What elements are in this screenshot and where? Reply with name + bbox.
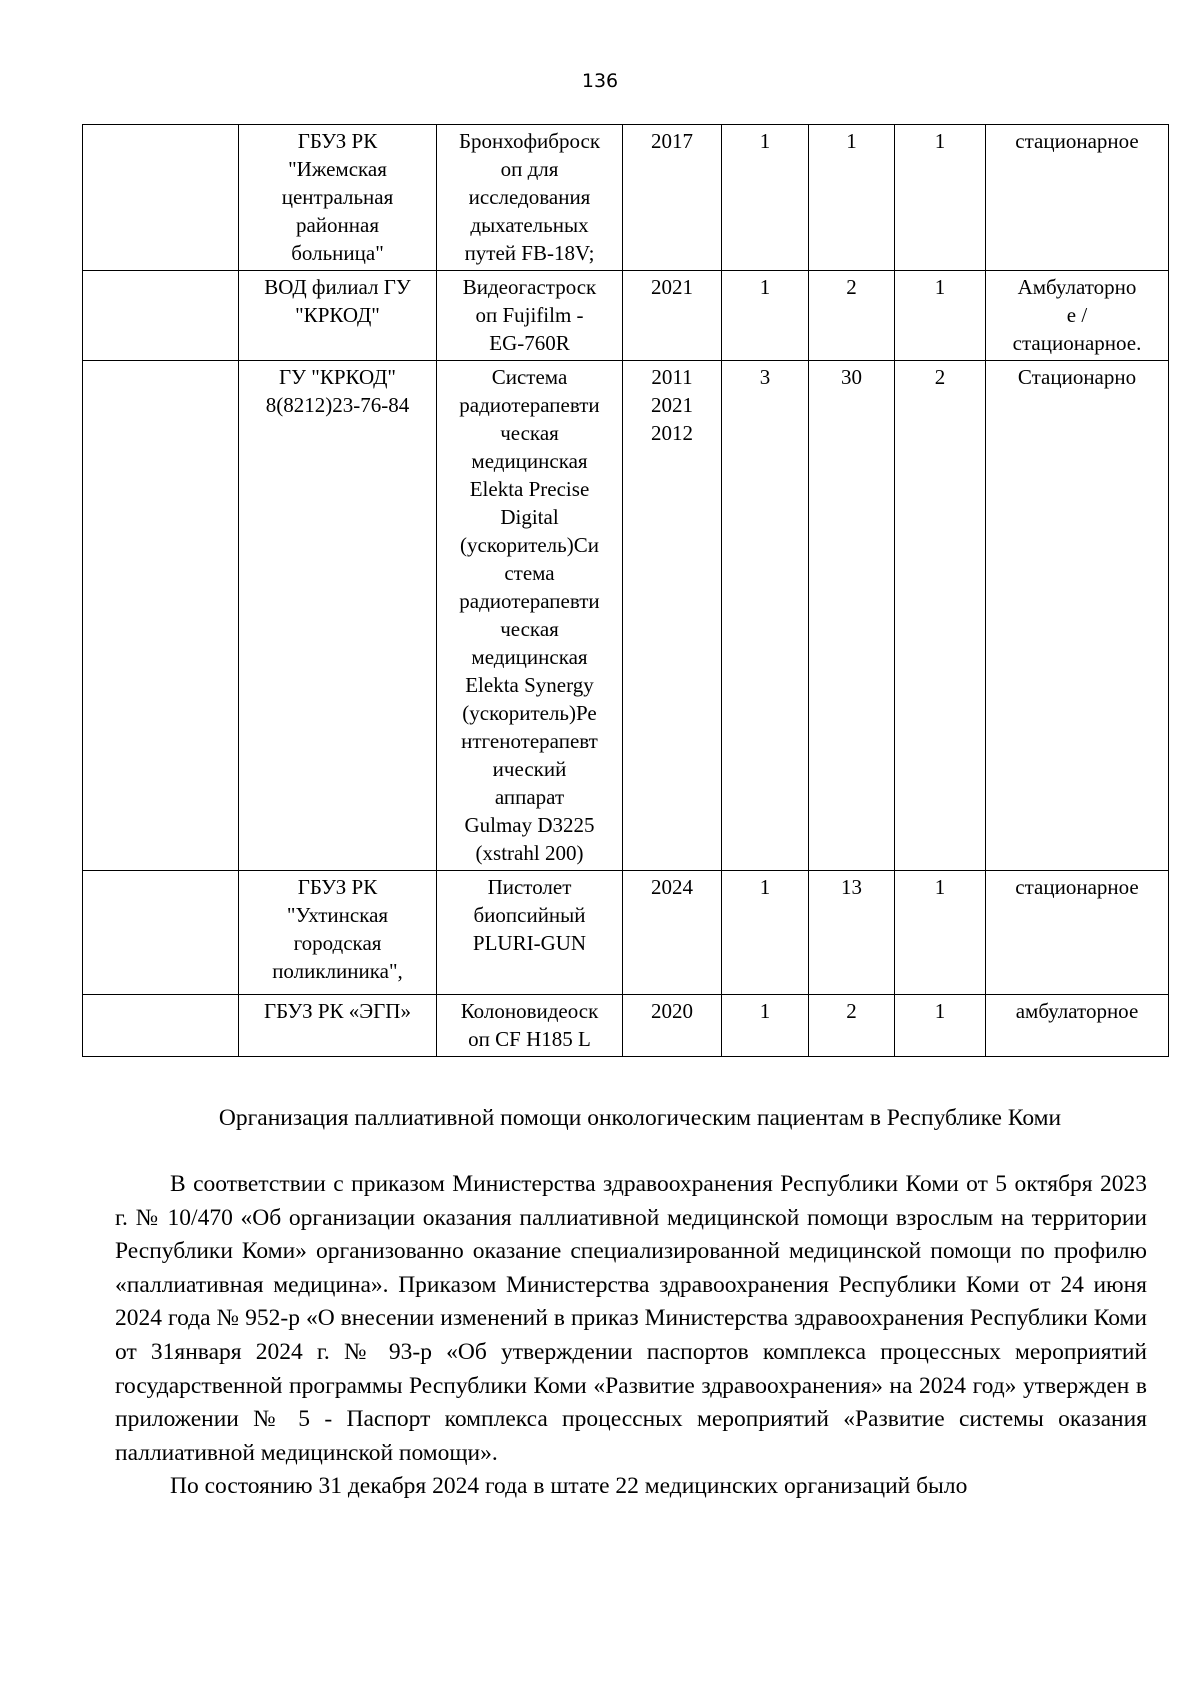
count-cell-3: 1 [895, 125, 986, 271]
cell-line: "Ижемская [288, 157, 387, 181]
cell-line: медицинская [471, 645, 588, 669]
cell-line: центральная [281, 185, 394, 209]
cell-line: Elekta Precise [469, 477, 590, 501]
cell-line: 2024 [651, 875, 693, 899]
cell-line: "КРКОД" [295, 303, 380, 327]
count-cell-3: 1 [895, 995, 986, 1057]
cell-line: поликлиника", [272, 959, 403, 983]
cell-line: PLURI-GUN [472, 931, 587, 955]
cell-line: Gulmay D3225 [464, 813, 595, 837]
cell-line: 2021 [651, 393, 693, 417]
care-type-cell [986, 271, 1169, 361]
cell-line: биопсийный [473, 903, 586, 927]
region-cell [83, 995, 239, 1057]
count-cell-2: 1 [809, 125, 895, 271]
cell-line: районная [295, 213, 379, 237]
cell-line: медицинская [471, 449, 588, 473]
year-cell [623, 361, 722, 871]
cell-line: Видеогастроск [462, 275, 597, 299]
equipment-cell [437, 871, 623, 995]
cell-line: оп Fujifilm - [475, 303, 584, 327]
equipment-cell [437, 271, 623, 361]
cell-line: Бронхофиброск [458, 129, 601, 153]
year-cell [623, 271, 722, 361]
organization-cell [239, 871, 437, 995]
cell-line: ГУ "КРКОД" [278, 365, 397, 389]
count-cell-3: 1 [895, 871, 986, 995]
equipment-cell [437, 125, 623, 271]
cell-line: 2012 [651, 421, 693, 445]
cell-line: оп CF H185 L [468, 1027, 591, 1051]
care-type-cell [986, 995, 1169, 1057]
cell-line: дыхательных [470, 213, 589, 237]
cell-line: 2017 [651, 129, 693, 153]
paragraph: По состоянию 31 декабря 2024 года в штате 22 медицинских организаций было [170, 1473, 968, 1500]
cell-line: Стационарно [1017, 365, 1137, 389]
table-row [83, 271, 1169, 361]
cell-line: ческая [500, 421, 559, 445]
count-cell-2: 2 [809, 271, 895, 361]
cell-line: нтгенотерапевт [461, 729, 598, 753]
section-body [115, 1168, 1147, 1504]
organization-cell [239, 125, 437, 271]
cell-line: (ускоритель)Ре [462, 701, 597, 725]
organization-cell [239, 361, 437, 871]
page-number: 136 [581, 70, 619, 92]
care-type-cell [986, 125, 1169, 271]
count-cell-2: 2 [809, 995, 895, 1057]
cell-line: больница" [291, 241, 384, 265]
count-cell-1: 1 [722, 871, 809, 995]
year-cell [623, 995, 722, 1057]
cell-line: ческая [500, 617, 559, 641]
count-cell-1: 1 [722, 125, 809, 271]
year-cell [623, 871, 722, 995]
care-type-cell [986, 361, 1169, 871]
cell-line: Пистолет [487, 875, 572, 899]
cell-line: Elekta Synergy [465, 673, 594, 697]
cell-line: путей FB-18V; [464, 241, 595, 265]
cell-line: стационарное [1015, 875, 1139, 899]
cell-line: стационарное. [1012, 331, 1142, 355]
cell-line: ГБУЗ РК [297, 875, 378, 899]
cell-line: ВОД филиал ГУ [264, 275, 411, 299]
cell-line: аппарат [494, 785, 565, 809]
region-cell [83, 871, 239, 995]
cell-line: 2021 [651, 275, 693, 299]
cell-line: амбулаторное [1015, 999, 1139, 1023]
table-row [83, 361, 1169, 871]
cell-line: 2011 [651, 365, 693, 389]
cell-line: 8(8212)23-76-84 [265, 393, 410, 417]
section-heading: Организация паллиативной помощи онкологическим пациентам в Республике Коми [218, 1105, 1062, 1131]
cell-line: е / [1066, 303, 1088, 327]
organization-cell [239, 271, 437, 361]
organization-cell [239, 995, 437, 1057]
count-cell-1: 3 [722, 361, 809, 871]
cell-line: (ускоритель)Си [460, 533, 599, 557]
count-cell-3: 2 [895, 361, 986, 871]
cell-line: ГБУЗ РК [297, 129, 378, 153]
count-cell-2: 13 [809, 871, 895, 995]
cell-line: оп для [500, 157, 559, 181]
cell-line: Система [491, 365, 568, 389]
count-cell-1: 1 [722, 271, 809, 361]
table-row [83, 871, 1169, 995]
cell-line: "Ухтинская [286, 903, 389, 927]
year-cell [623, 125, 722, 271]
cell-line: ГБУЗ РК «ЭГП» [264, 999, 411, 1023]
cell-line: 2020 [651, 999, 693, 1023]
count-cell-2: 30 [809, 361, 895, 871]
equipment-table [82, 124, 1169, 1057]
cell-line: (xstrahl 200) [475, 841, 584, 865]
count-cell-1: 1 [722, 995, 809, 1057]
cell-line: ический [492, 757, 567, 781]
cell-line: стема [504, 561, 555, 585]
equipment-cell [437, 361, 623, 871]
cell-line: Колоновидеоск [460, 999, 599, 1023]
cell-line: Амбулаторно [1017, 275, 1137, 299]
table-body [83, 125, 1169, 1057]
cell-line: радиотерапевти [459, 393, 600, 417]
cell-line: EG-760R [489, 331, 570, 355]
count-cell-3: 1 [895, 271, 986, 361]
region-cell [83, 125, 239, 271]
region-cell [83, 271, 239, 361]
cell-line: городская [293, 931, 382, 955]
cell-line: Digital [500, 505, 559, 529]
equipment-cell [437, 995, 623, 1057]
table-row [83, 995, 1169, 1057]
cell-line: радиотерапевти [459, 589, 600, 613]
cell-line: стационарное [1015, 129, 1139, 153]
care-type-cell [986, 871, 1169, 995]
cell-line: исследования [468, 185, 591, 209]
table-row [83, 125, 1169, 271]
region-cell [83, 361, 239, 871]
paragraph: В соответствии с приказом Министерства здравоохранения Республики Коми от 5 октября 2023 г. № 10/470 «Об организации оказания паллиативной медицинской помощи взрослым на территории Республики Коми» организованно оказание специализированной медицинской помощи по профилю «паллиативная медицина». Приказом Министерства здравоохранения Республики Коми от 24 июня 2024 года № 952-р «О внесении изменений в приказ Министерства здравоохранения Республики Коми от 31января 2024 г. № 93-р «Об утверждении паспортов комплекса процессных мероприятий государственной программы Республики Коми «Развитие здравоохранения» на 2024 год» утвержден в приложении № 5 - Паспорт комплекса процессных мероприятий «Развитие системы оказания паллиативной медицинской помощи». [115, 1171, 1147, 1466]
